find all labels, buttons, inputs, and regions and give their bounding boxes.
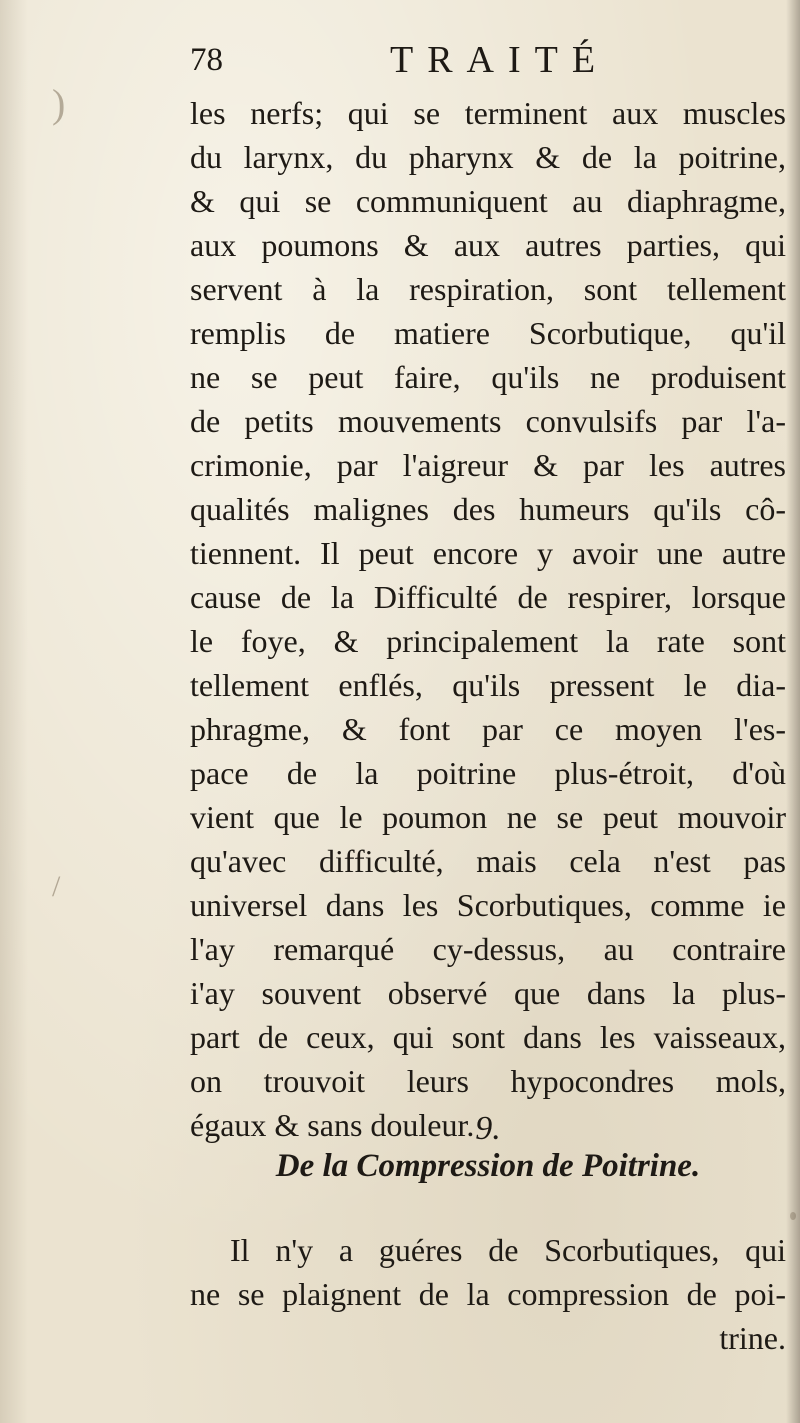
text-line: l'ay remarqué cy-dessus, au contraire	[190, 931, 786, 967]
page-number: 78	[190, 42, 223, 78]
ink-spot	[790, 1212, 796, 1220]
text-line: de petits mouvements convulsifs par l'a-	[190, 403, 786, 439]
text-line: ne se peut faire, qu'ils ne produisent	[190, 359, 786, 395]
text-line: les nerfs; qui se terminent aux muscles	[190, 95, 786, 131]
text-line: tellement enflés, qu'ils pressent le dia-	[190, 667, 786, 703]
text-line: remplis de matiere Scorbutique, qu'il	[190, 315, 786, 351]
text-line: universel dans les Scorbutiques, comme ie	[190, 887, 786, 923]
text-line: Il n'y a guéres de Scorbutiques, qui	[230, 1232, 786, 1268]
text-line: qualités malignes des humeurs qu'ils cô-	[190, 491, 786, 527]
margin-bracket-mark: )	[52, 81, 66, 126]
text-line: ne se plaignent de la compression de poi-	[190, 1276, 786, 1312]
text-line: i'ay souvent observé que dans la plus-	[190, 975, 786, 1011]
section-number: 9.	[475, 1110, 501, 1147]
text-line: égaux & sans douleur.	[190, 1107, 475, 1143]
main-paragraph	[190, 91, 786, 1147]
running-head: TRAITÉ	[390, 39, 610, 81]
page-header	[190, 38, 750, 88]
text-line: & qui se communiquent au diaphragme,	[190, 183, 786, 219]
text-line: qu'avec difficulté, mais cela n'est pas	[190, 843, 786, 879]
page-edge-shadow	[786, 0, 800, 1423]
text-line: du larynx, du pharynx & de la poitrine,	[190, 139, 786, 175]
text-line: tiennent. Il peut encore y avoir une autre	[190, 535, 786, 571]
section-title: De la Compression de Poitrine.	[275, 1148, 701, 1184]
text-line: vient que le poumon ne se peut mouvoir	[190, 799, 786, 835]
text-line: cause de la Difficulté de respirer, lorsque	[190, 579, 786, 615]
second-paragraph	[190, 1228, 786, 1360]
page-gutter-shadow	[0, 0, 28, 1423]
text-line: servent à la respiration, sont tellement	[190, 271, 786, 307]
text-line: on trouvoit leurs hypocondres mols,	[190, 1063, 786, 1099]
text-line: aux poumons & aux autres parties, qui	[190, 227, 786, 263]
text-line: pace de la poitrine plus-étroit, d'où	[190, 755, 786, 791]
text-line: crimonie, par l'aigreur & par les autres	[190, 447, 786, 483]
text-line: part de ceux, qui sont dans les vaisseaux,	[190, 1019, 786, 1055]
text-line: trine.	[719, 1320, 786, 1356]
text-line: le foye, & principalement la rate sont	[190, 623, 786, 659]
text-line: phragme, & font par ce moyen l'es-	[190, 711, 786, 747]
margin-slash-mark: /	[52, 870, 61, 903]
